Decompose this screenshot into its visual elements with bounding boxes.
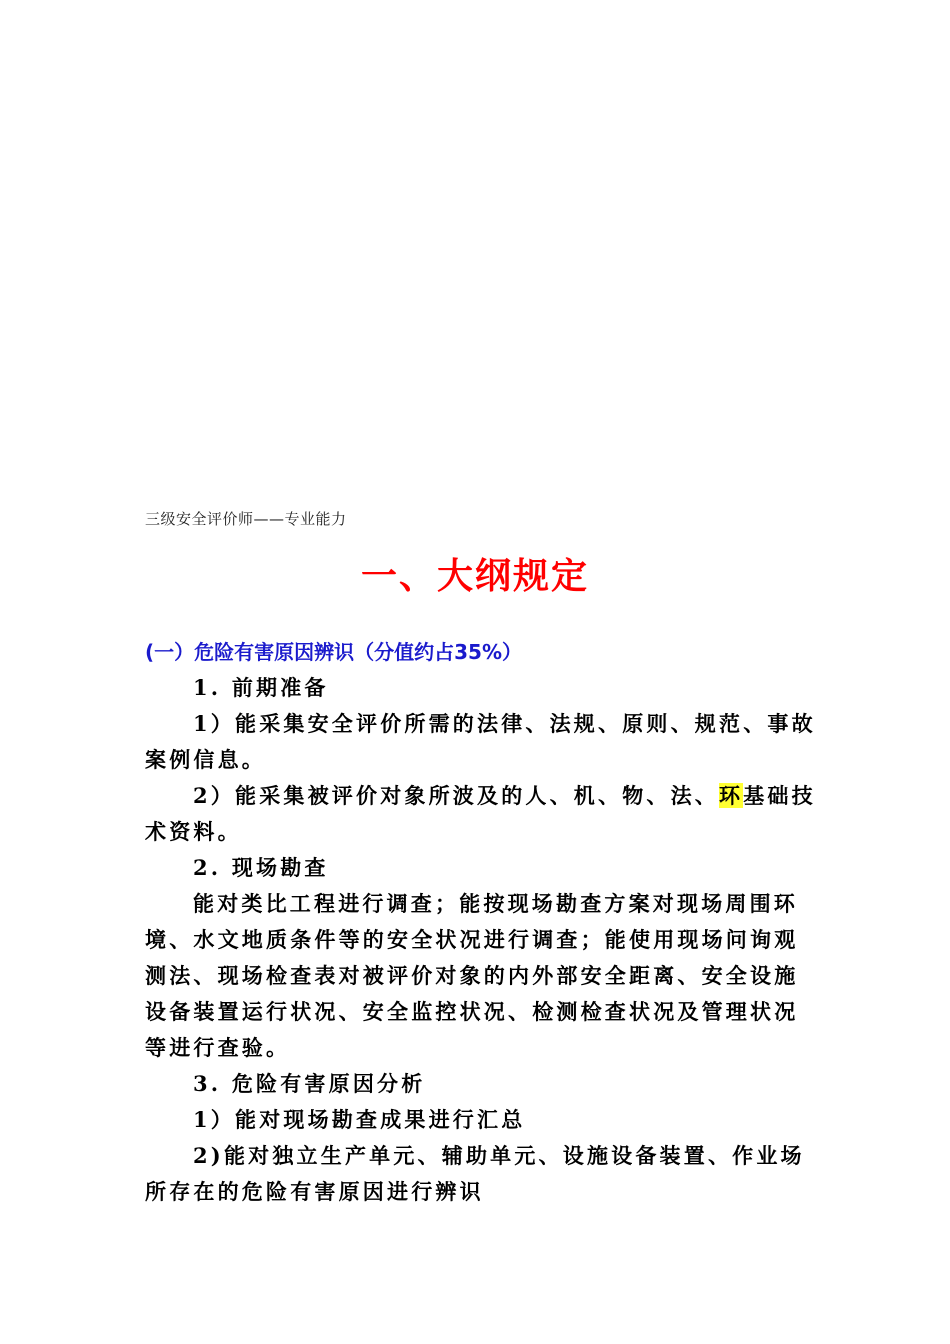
item-2-paragraph-line-2: 境、水文地质条件等的安全状况进行调查；能使用现场问询观 bbox=[145, 927, 799, 952]
item-1-1-line-2: 案例信息。 bbox=[145, 747, 266, 772]
document-subtitle: 三级安全评价师——专业能力 bbox=[145, 510, 347, 528]
section-heading: (一）危险有害原因辨识（分值约占35%） bbox=[145, 640, 523, 664]
item-2-title: 2. 现场勘查 bbox=[193, 855, 329, 880]
item-1-2-line-2: 术资料。 bbox=[145, 819, 242, 844]
item-1-title: 1. 前期准备 bbox=[193, 675, 329, 700]
item-1-2-text-post: 基础技 bbox=[743, 783, 816, 808]
item-1-1-line-1: 1）能采集安全评价所需的法律、法规、原则、规范、事故 bbox=[193, 711, 816, 736]
item-2-paragraph-line-4: 设备装置运行状况、安全监控状况、检测检查状况及管理状况 bbox=[145, 999, 799, 1024]
item-1-2-line-1 bbox=[193, 778, 816, 814]
item-3-title: 3. 危险有害原因分析 bbox=[193, 1071, 426, 1096]
item-2-paragraph-line-5: 等进行查验。 bbox=[145, 1035, 291, 1060]
item-3-1: 1）能对现场勘查成果进行汇总 bbox=[193, 1107, 526, 1132]
item-3-2-line-2: 所存在的危险有害原因进行辨识 bbox=[145, 1179, 484, 1204]
page-title: 一、大纲规定 bbox=[360, 556, 589, 597]
highlighted-text: 环 bbox=[719, 783, 744, 808]
item-1-2-text-pre: 2）能采集被评价对象所波及的人、机、物、法、 bbox=[193, 783, 720, 808]
item-2-paragraph-line-1: 能对类比工程进行调查；能按现场勘查方案对现场周围环 bbox=[193, 891, 798, 916]
item-2-paragraph-line-3: 测法、现场检查表对被评价对象的内外部安全距离、安全设施 bbox=[145, 963, 799, 988]
item-3-2-line-1: 2)能对独立生产单元、辅助单元、设施设备装置、作业场 bbox=[193, 1143, 805, 1168]
